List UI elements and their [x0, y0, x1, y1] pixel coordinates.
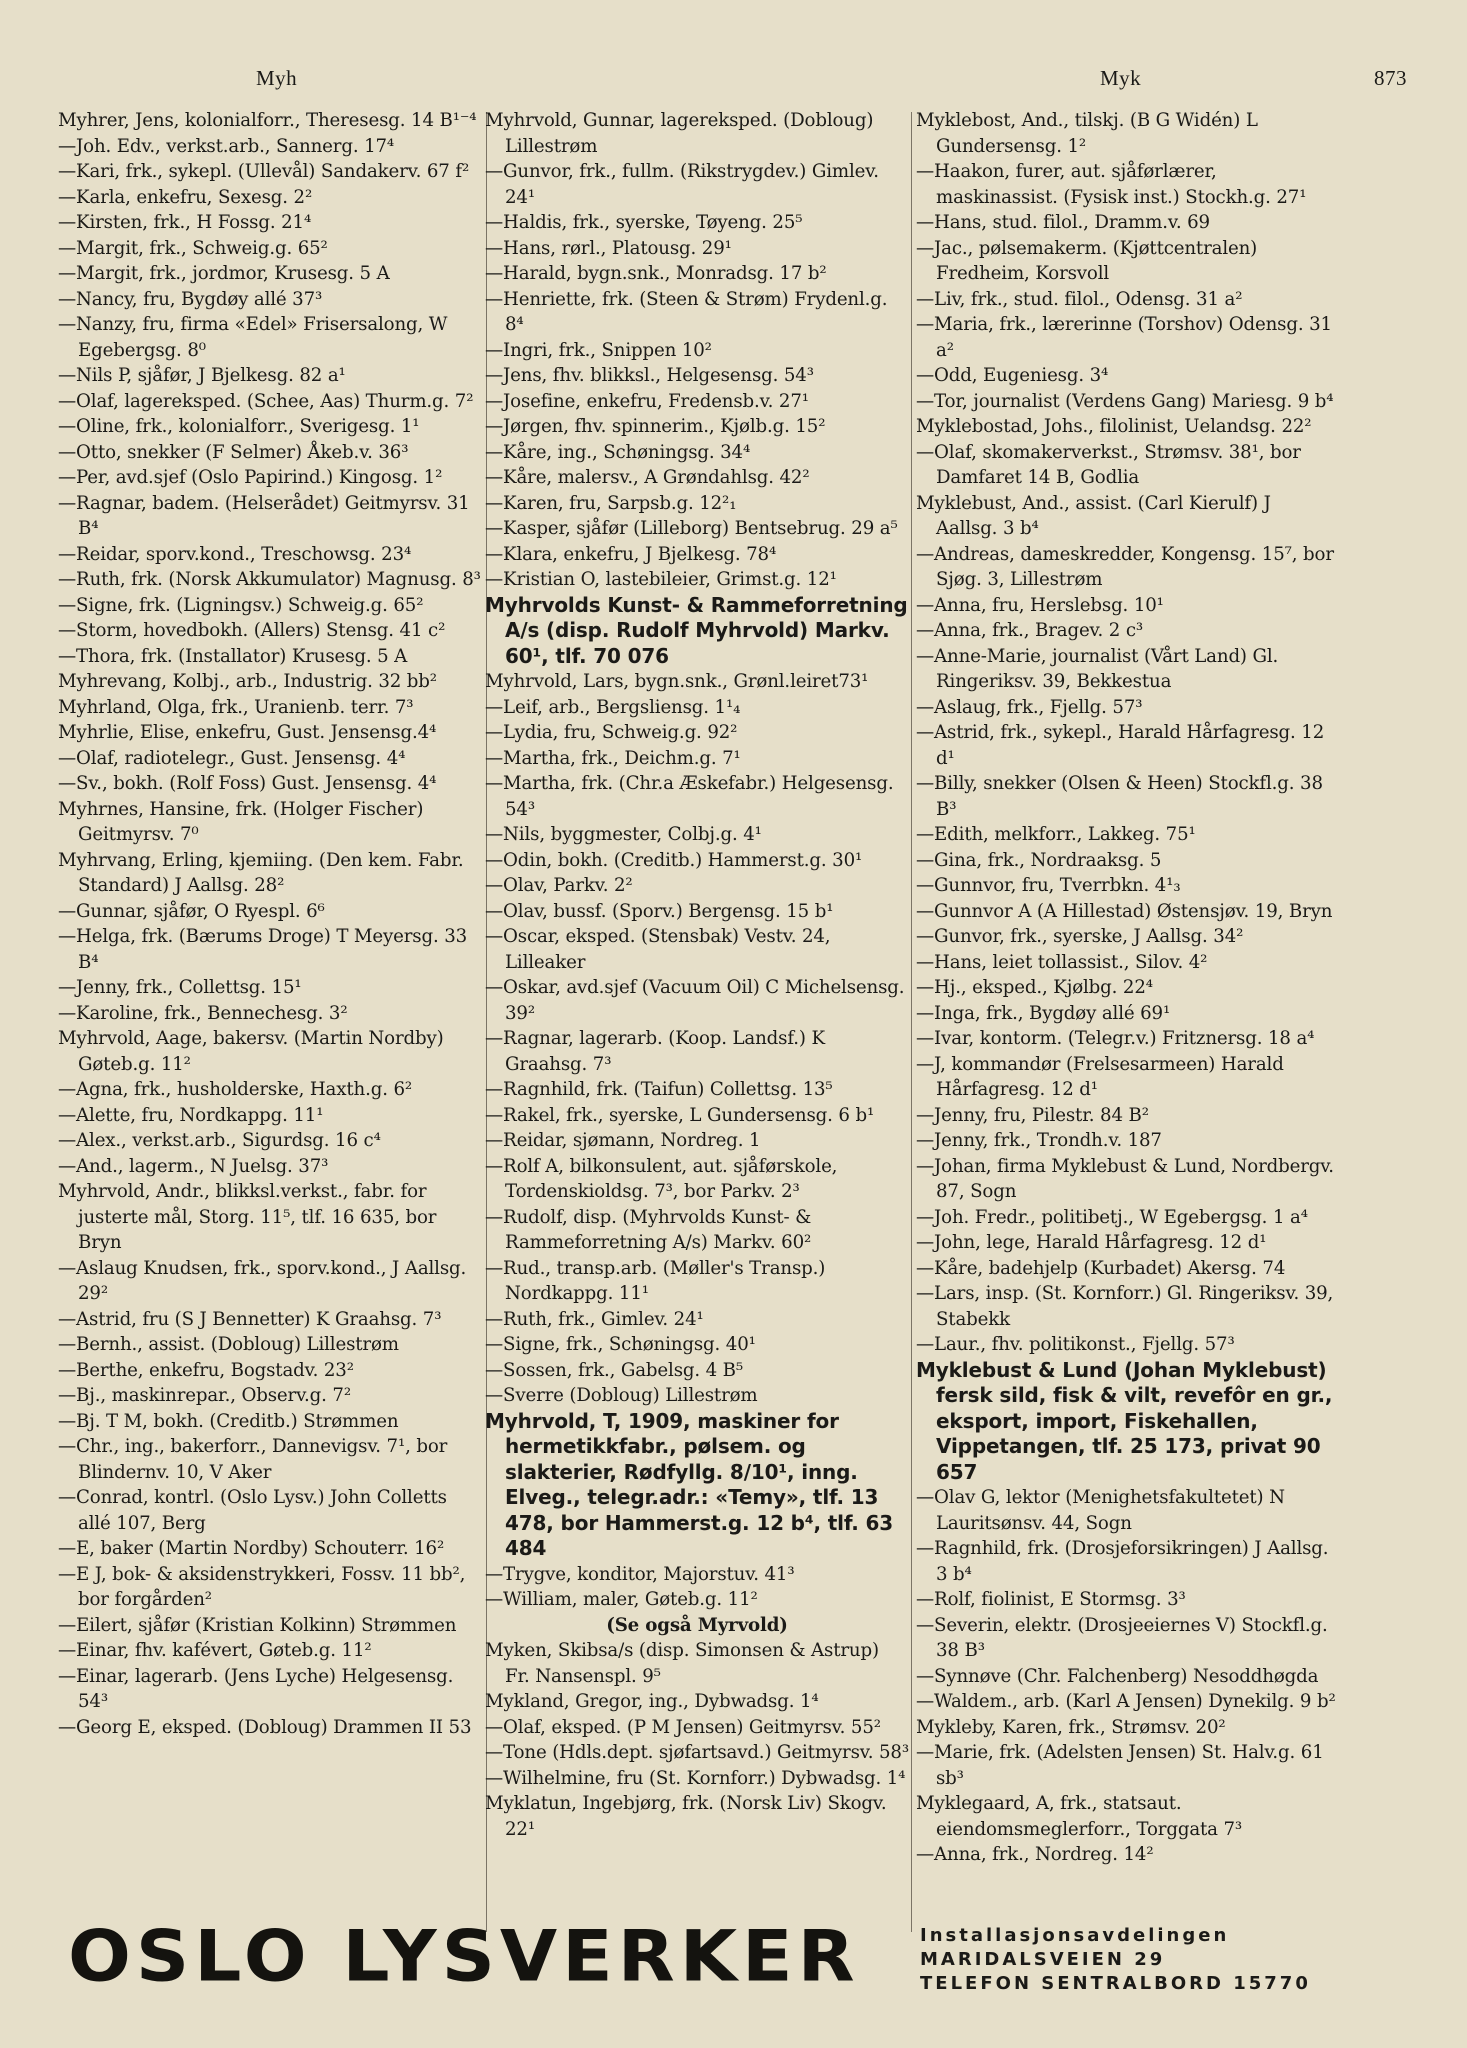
directory-entry: —Storm, hovedbokh. (Allers) Stensg. 41 c² — [58, 620, 446, 641]
ad-street: MARIDALSVEIEN 29 — [920, 1949, 1166, 1970]
directory-entry: —Anna, fru, Herslebsg. 10¹ — [916, 594, 1164, 616]
directory-entry: —Margit, frk., Schweig.g. 65² — [58, 237, 328, 259]
directory-entry: —Ingri, frk., Snippen 10² — [485, 339, 712, 361]
directory-entry: —Wilhelmine, fru (St. Kornforr.) Dybwadsg. 1⁴ — [485, 1767, 906, 1789]
column-2 — [485, 108, 909, 1934]
directory-entry: —Billy, snekker (Olsen & Heen) Stockfl.g. 38 B³ — [916, 773, 1323, 820]
directory-entry: —Synnøve (Chr. Falchenberg) Nesoddhøgda — [916, 1665, 1319, 1687]
directory-entry: —Ragnar, badem. (Helserådet) Geitmyrsv. 31 B⁴ — [58, 492, 470, 539]
directory-entry: —Kirsten, frk., H Fossg. 21⁴ — [58, 212, 312, 233]
directory-entry: —Aslaug Knudsen, frk., sporv.kond., J Aallsg. 29² — [58, 1257, 467, 1304]
directory-entry: —Odd, Eugeniesg. 3⁴ — [916, 365, 1109, 386]
directory-entry: —Sv., bokh. (Rolf Foss) Gust. Jensensg. 4⁴ — [58, 773, 437, 794]
directory-entry: Myklegaard, A, frk., statsaut. eiendomsmeglerforr., Torggata 7³ — [916, 1793, 1243, 1840]
directory-entry: —Einar, fhv. kafévert, Gøteb.g. 11² — [58, 1640, 372, 1661]
directory-entry: —Ragnhild, frk. (Drosjeforsikringen) J Aallsg. 3 b⁴ — [916, 1538, 1329, 1585]
directory-entry: Myhrvold, Andr., blikksl.verkst., fabr. for justerte mål, Storg. 11⁵, tlf. 16 635, bor Bryn — [58, 1181, 437, 1253]
directory-entry: —Liv, frk., stud. filol., Odensg. 31 a² — [916, 288, 1243, 310]
directory-entry: —Anna, frk., Nordreg. 14² — [916, 1844, 1154, 1865]
directory-entry: —Rud., transp.arb. (Møller's Transp.) Nordkappg. 11¹ — [485, 1257, 826, 1304]
directory-entry: —And., lagerm., N Juelsg. 37³ — [58, 1155, 329, 1177]
directory-entry: —Signe, frk., Schøningsg. 40¹ — [485, 1334, 756, 1355]
column-divider — [911, 112, 912, 1932]
directory-entry: —Kåre, malersv., A Grøndahlsg. 42² — [485, 467, 810, 488]
directory-entry: —Leif, arb., Bergsliensg. 1¹₄ — [485, 696, 741, 718]
directory-entry: —Ruth, frk., Gimlev. 24¹ — [485, 1308, 704, 1330]
directory-entry: Myklebust, And., assist. (Carl Kierulf) J Aallsg. 3 b⁴ — [916, 492, 1271, 539]
directory-entry: —Trygve, konditor, Majorstuv. 41³ — [485, 1563, 795, 1585]
directory-entry: —Rolf A, bilkonsulent, aut. sjåførskole, Tordenskioldsg. 7³, bor Parkv. 2³ — [485, 1155, 838, 1202]
directory-entry: —Oscar, eksped. (Stensbak) Vestv. 24, Lilleaker — [485, 926, 831, 973]
directory-entry: —Nils, byggmester, Colbj.g. 4¹ — [485, 824, 762, 845]
directory-entry: —Bj. T M, bokh. (Creditb.) Strømmen — [58, 1410, 399, 1432]
header-right-keyword: Myk — [1100, 66, 1142, 90]
directory-entry: —Hans, rørl., Platousg. 29¹ — [485, 237, 732, 259]
directory-entry: —Margit, frk., jordmor, Krusesg. 5 A — [58, 263, 390, 284]
directory-entry: —Ivar, kontorm. (Telegr.v.) Fritznersg. 18 a⁴ — [916, 1028, 1315, 1049]
directory-entry: Myhrvold, Lars, bygn.snk., Grønl.leiret73¹ — [485, 671, 869, 692]
directory-entry: —E J, bok- & aksidenstrykkeri, Fossv. 11 bb², bor forgården² — [58, 1563, 466, 1610]
directory-entry: —Karla, enkefru, Sexesg. 2² — [58, 186, 313, 208]
directory-entry: Myklebust & Lund (Johan Myklebust) fersk sild, fisk & vilt, revefôr en gr., eksport, import, Fiskehallen, Vippetangen, tlf. 25 173, privat 90 657 — [916, 1357, 1333, 1484]
directory-entry: —Maria, frk., lærerinne (Torshov) Odensg. 31 a² — [916, 314, 1332, 361]
directory-entry: —Bernh., assist. (Dobloug) Lillestrøm — [58, 1334, 399, 1355]
directory-entry: —Laur., fhv. politikonst., Fjellg. 57³ — [916, 1334, 1235, 1355]
directory-entry: —Karoline, frk., Bennechesg. 3² — [58, 1002, 348, 1024]
directory-entry: —Harald, bygn.snk., Monradsg. 17 b² — [485, 263, 827, 284]
directory-entry: —Karen, fru, Sarpsb.g. 12²₁ — [485, 492, 737, 514]
directory-entry: —Anne-Marie, journalist (Vårt Land) Gl. Ringeriksv. 39, Bekkestua — [916, 645, 1279, 692]
directory-entry: —Oskar, avd.sjef (Vacuum Oil) C Michelsensg. 39² — [485, 977, 905, 1024]
ad-brand-name: OSLO LYSVERKER — [68, 1916, 860, 1998]
directory-entry: —Jens, fhv. blikksl., Helgesensg. 54³ — [485, 365, 814, 386]
directory-entry: —Nanzy, fru, firma «Edel» Frisersalong, W Egebergsg. 8⁰ — [58, 314, 448, 361]
directory-entry: —Gunvor, frk., syerske, J Aallsg. 34² — [916, 926, 1244, 947]
directory-entry: —Berthe, enkefru, Bogstadv. 23² — [58, 1359, 354, 1381]
directory-entry: —Olaf, lagereksped. (Schee, Aas) Thurm.g. 7² — [58, 390, 474, 412]
directory-entry: —Gunnar, sjåfør, O Ryespl. 6⁶ — [58, 900, 325, 922]
directory-entry: —Oline, frk., kolonialforr., Sverigesg. 1¹ — [58, 416, 420, 437]
directory-entry: —Jenny, fru, Pilestr. 84 B² — [916, 1104, 1149, 1126]
directory-entry: —Gunnvor A (A Hillestad) Østensjøv. 19, Bryn — [916, 900, 1333, 922]
directory-entry: Myhrer, Jens, kolonialforr., Theresesg. 14 B¹⁻⁴ — [58, 110, 477, 131]
header-left-keyword: Myh — [256, 66, 298, 90]
directory-entry: —Reidar, sporv.kond., Treschowsg. 23⁴ — [58, 543, 412, 565]
column-1 — [58, 108, 482, 1934]
directory-entry: —Helga, frk. (Bærums Droge) T Meyersg. 33 B⁴ — [58, 926, 468, 973]
directory-entry: Myken, Skibsa/s (disp. Simonsen & Astrup) Fr. Nansenspl. 9⁵ — [485, 1640, 879, 1687]
directory-entry: —Bj., maskinrepar., Observ.g. 7² — [58, 1385, 351, 1406]
directory-entry: —Olaf, skomakerverkst., Strømsv. 38¹, bor Damfaret 14 B, Godlia — [916, 441, 1301, 488]
ad-address-block — [920, 1924, 1350, 1996]
directory-entry: —Inga, frk., Bygdøy allé 69¹ — [916, 1002, 1171, 1024]
directory-entry: —Kåre, ing., Schøningsg. 34⁴ — [485, 441, 751, 463]
directory-entry: —Olav, Parkv. 2² — [485, 875, 633, 896]
ad-phone: TELEFON SENTRALBORD 15770 — [920, 1973, 1311, 1994]
directory-entry: —Ruth, frk. (Norsk Akkumulator) Magnusg. 8³ — [58, 569, 481, 590]
directory-entry: —Olaf, radiotelegr., Gust. Jensensg. 4⁴ — [58, 747, 406, 769]
directory-entry: —Einar, lagerarb. (Jens Lyche) Helgesensg. 54³ — [58, 1665, 454, 1712]
directory-entry: —John, lege, Harald Hårfagresg. 12 d¹ — [916, 1232, 1267, 1253]
directory-entry: Mykland, Gregor, ing., Dybwadsg. 1⁴ — [485, 1691, 819, 1712]
directory-entry: —Jenny, frk., Collettsg. 15¹ — [58, 977, 302, 998]
directory-entry: Myhrvold, Gunnar, lagereksped. (Dobloug) Lillestrøm — [485, 110, 874, 157]
directory-entry: —Odin, bokh. (Creditb.) Hammerst.g. 30¹ — [485, 849, 863, 871]
directory-entry: —Alette, fru, Nordkappg. 11¹ — [58, 1104, 324, 1126]
directory-entry: —Marie, frk. (Adelsten Jensen) St. Halv.g. 61 sb³ — [916, 1742, 1324, 1789]
directory-entry: —Jenny, frk., Trondh.v. 187 — [916, 1130, 1162, 1151]
directory-entry: —Johan, firma Myklebust & Lund, Nordbergv. 87, Sogn — [916, 1155, 1334, 1202]
directory-entry: —Olav G, lektor (Menighetsfakultetet) N Lauritsønsv. 44, Sogn — [916, 1487, 1285, 1534]
directory-entry: —Sverre (Dobloug) Lillestrøm — [485, 1385, 758, 1406]
directory-entry: —Olaf, eksped. (P M Jensen) Geitmyrsv. 55² — [485, 1716, 881, 1738]
running-head — [60, 66, 1407, 96]
directory-entry: —E, baker (Martin Nordby) Schouterr. 16² — [58, 1538, 445, 1559]
directory-entry: —Haakon, furer, aut. sjåførlærer, maskinassist. (Fysisk inst.) Stockh.g. 27¹ — [916, 161, 1307, 208]
directory-entry: —Andreas, dameskredder, Kongensg. 15⁷, bor Sjøg. 3, Lillestrøm — [916, 543, 1334, 590]
directory-entry: —Kåre, badehjelp (Kurbadet) Akersg. 74 — [916, 1257, 1286, 1279]
ad-department: Installasjonsavdelingen — [920, 1925, 1230, 1946]
directory-entry: Myhrlie, Elise, enkefru, Gust. Jensensg.4⁴ — [58, 722, 437, 743]
directory-entry: —Lars, insp. (St. Kornforr.) Gl. Ringeriksv. 39, Stabekk — [916, 1283, 1334, 1330]
directory-entry: —Kristian O, lastebileier, Grimst.g. 12¹ — [485, 569, 837, 590]
directory-entry: —Kasper, sjåfør (Lilleborg) Bentsebrug. 29 a⁵ — [485, 518, 898, 539]
directory-entry: —Astrid, fru (S J Bennetter) K Graahsg. 7³ — [58, 1308, 442, 1330]
directory-entry: —Eilert, sjåfør (Kristian Kolkinn) Strømmen — [58, 1614, 457, 1636]
directory-entry: —Severin, elektr. (Drosjeeiernes V) Stockfl.g. 38 B³ — [916, 1614, 1328, 1661]
directory-entry: —Tone (Hdls.dept. sjøfartsavd.) Geitmyrsv. 58³ — [485, 1742, 909, 1763]
directory-entry: —Lydia, fru, Schweig.g. 92² — [485, 722, 738, 743]
directory-entry: —Martha, frk., Deichm.g. 7¹ — [485, 747, 741, 769]
directory-entry: Myklebostad, Johs., filolinist, Uelandsg. 22² — [916, 416, 1312, 437]
directory-entry: —Signe, frk. (Ligningsv.) Schweig.g. 65² — [58, 594, 424, 616]
directory-entry: Myklatun, Ingebjørg, frk. (Norsk Liv) Skogv. 22¹ — [485, 1793, 887, 1840]
directory-entry: —Ragnar, lagerarb. (Koop. Landsf.) K Graahsg. 7³ — [485, 1028, 825, 1075]
directory-entry: —Joh. Fredr., politibetj., W Egebergsg. 1 a⁴ — [916, 1206, 1308, 1228]
directory-entry: Myhrnes, Hansine, frk. (Holger Fischer) Geitmyrsv. 7⁰ — [58, 798, 424, 845]
directory-entry: —Otto, snekker (F Selmer) Åkeb.v. 36³ — [58, 441, 409, 463]
directory-entry: —Gunnvor, fru, Tverrbkn. 4¹₃ — [916, 875, 1181, 896]
directory-entry: —Josefine, enkefru, Fredensb.v. 27¹ — [485, 390, 809, 412]
directory-entry: —Rudolf, disp. (Myhrvolds Kunst- & Rammeforretning A/s) Markv. 60² — [485, 1206, 812, 1253]
directory-entry: —Hans, leiet tollassist., Silov. 4² — [916, 951, 1208, 973]
directory-entry: —Astrid, frk., sykepl., Harald Hårfagresg. 12 d¹ — [916, 722, 1325, 769]
directory-entry: —Martha, frk. (Chr.a Æskefabr.) Helgesensg. 54³ — [485, 773, 894, 820]
directory-entry: —Haldis, frk., syerske, Tøyeng. 25⁵ — [485, 212, 803, 233]
directory-entry: —Hans, stud. filol., Dramm.v. 69 — [916, 212, 1210, 233]
directory-entry: Myhrland, Olga, frk., Uranienb. terr. 7³ — [58, 696, 414, 718]
directory-entry: —Jørgen, fhv. spinnerim., Kjølb.g. 15² — [485, 416, 826, 437]
advertisement — [60, 1916, 1350, 2016]
directory-entry: Myhrvold, T, 1909, maskiner for hermetikkfabr., pølsem. og slakterier, Rødfyllg. 8/10¹, inng. Elveg., telegr.adr.: «Temy», tlf. 13 478, bor Hammerst.g. 12 b⁴, tlf. 63 484 — [485, 1408, 894, 1560]
directory-entry: —Per, avd.sjef (Oslo Papirind.) Kingosg. 1² — [58, 467, 443, 488]
directory-entry: —Klara, enkefru, J Bjelkesg. 78⁴ — [485, 543, 777, 565]
directory-entry: —Rakel, frk., syerske, L Gundersensg. 6 b¹ — [485, 1104, 875, 1126]
directory-entry: —Kari, frk., sykepl. (Ullevål) Sandakerv. 67 f² — [58, 161, 470, 182]
directory-entry: Myhrevang, Kolbj., arb., Industrig. 32 bb² — [58, 671, 437, 692]
directory-entry: —Hj., eksped., Kjølbg. 22⁴ — [916, 977, 1153, 998]
directory-entry: —Tor, journalist (Verdens Gang) Mariesg. 9 b⁴ — [916, 390, 1334, 412]
directory-entry: —Waldem., arb. (Karl A Jensen) Dynekilg. 9 b² — [916, 1691, 1336, 1712]
directory-entry: —Joh. Edv., verkst.arb., Sannerg. 17⁴ — [58, 135, 395, 157]
directory-entry: Mykleby, Karen, frk., Strømsv. 20² — [916, 1716, 1226, 1738]
directory-entry: —Conrad, kontrl. (Oslo Lysv.) John Colletts allé 107, Berg — [58, 1487, 447, 1534]
directory-entry: Myhrvold, Aage, bakersv. (Martin Nordby) Gøteb.g. 11² — [58, 1028, 444, 1075]
directory-entry: Myhrvolds Kunst- & Rammeforretning A/s (disp. Rudolf Myhrvold) Markv. 60¹, tlf. 70 076 — [485, 592, 908, 668]
directory-entry: —Nancy, fru, Bygdøy allé 37³ — [58, 288, 323, 310]
directory-entry: —Georg E, eksped. (Dobloug) Drammen II 53 — [58, 1716, 472, 1738]
column-3 — [916, 108, 1336, 1934]
directory-entry: —Rolf, fiolinist, E Stormsg. 3³ — [916, 1589, 1186, 1610]
directory-entry: —Chr., ing., bakerforr., Dannevigsv. 7¹, bor Blindernv. 10, V Aker — [58, 1436, 448, 1483]
directory-entry: —William, maler, Gøteb.g. 11² — [485, 1589, 758, 1610]
directory-entry: —Reidar, sjømann, Nordreg. 1 — [485, 1130, 761, 1151]
directory-entry: (Se også Myrvold) — [606, 1614, 788, 1636]
directory-entry: —Thora, frk. (Installator) Krusesg. 5 A — [58, 645, 408, 667]
directory-entry: —Olav, bussf. (Sporv.) Bergensg. 15 b¹ — [485, 900, 834, 922]
directory-entry: —Nils P, sjåfør, J Bjelkesg. 82 a¹ — [58, 365, 346, 386]
directory-entry: —Anna, frk., Bragev. 2 c³ — [916, 620, 1144, 641]
directory-entry: Myhrvang, Erling, kjemiing. (Den kem. Fabr. Standard) J Aallsg. 28² — [58, 849, 464, 896]
directory-entry: —Henriette, frk. (Steen & Strøm) Frydenl.g. 8⁴ — [485, 288, 888, 335]
directory-entry: —Alex., verkst.arb., Sigurdsg. 16 c⁴ — [58, 1130, 381, 1151]
directory-entry: —Agna, frk., husholderske, Haxth.g. 6² — [58, 1079, 413, 1100]
directory-entry: —Gunvor, frk., fullm. (Rikstrygdev.) Gimlev. 24¹ — [485, 161, 879, 208]
page-number: 873 — [1374, 66, 1407, 90]
directory-entry: —Aslaug, frk., Fjellg. 57³ — [916, 696, 1143, 718]
directory-entry: —Jac., pølsemakerm. (Kjøttcentralen) Fredheim, Korsvoll — [916, 237, 1258, 284]
directory-entry: Myklebost, And., tilskj. (B G Widén) L Gundersensg. 1² — [916, 110, 1258, 157]
directory-entry: —Gina, frk., Nordraaksg. 5 — [916, 849, 1162, 871]
directory-entry: —Sossen, frk., Gabelsg. 4 B⁵ — [485, 1359, 744, 1381]
directory-entry: —J, kommandør (Frelsesarmeen) Harald Hårfagresg. 12 d¹ — [916, 1053, 1284, 1100]
directory-entry: —Edith, melkforr., Lakkeg. 75¹ — [916, 824, 1196, 845]
directory-entry: —Ragnhild, frk. (Taifun) Collettsg. 13⁵ — [485, 1079, 833, 1100]
